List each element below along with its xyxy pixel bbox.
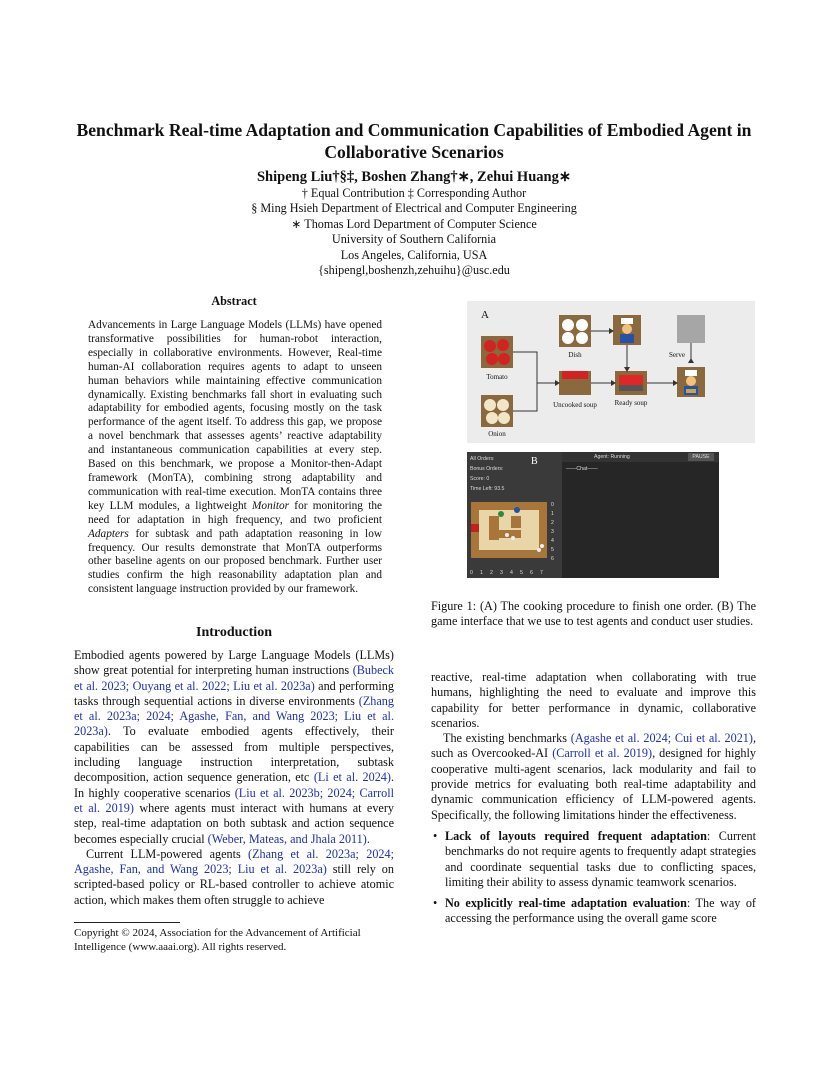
serve-label: Serve (669, 351, 685, 359)
text: where agents must interact with humans at every step, real-time adaptation on both subtask and action sequence becomes especially crucial (74, 800, 394, 846)
abstract-text: for monitoring the need for adaptation in high frequency, and two proficient (88, 499, 382, 526)
affiliation-line: Los Angeles, California, USA (340, 247, 488, 262)
text: , designed for highly cooperative multi-agent scenarios, lack modularity and fail to provide metrics for evaluating both real-time adaptability and dynamic communication efficiency of LLM-powered agents. Specifically, the following limitations hinder the effectiveness. (431, 746, 757, 822)
y-tick: 3 (551, 529, 554, 535)
citation-link[interactable]: (Zhang et al. 2023a; 2024; Agashe, Fan, and Wang 2023; Liu et al. 2023a) (74, 693, 394, 739)
panel-a-label: A (481, 309, 489, 321)
uncooked-soup-label: Uncooked soup (553, 401, 597, 409)
list-item (431, 896, 756, 927)
abstract-text: for subtask and path adaptation reasoning in low frequency. Our results demonstrate that MonTA outperforms other baseline agents on our proposed benchmark. Further user studies confirm the high reasonability adaptation plan and consistent language instruction provided by our framework. (88, 527, 382, 596)
pause-button[interactable]: PAUSE (688, 453, 714, 461)
list-item-text: : Current benchmarks do not require agents to frequently adapt strategies and coordinate sequential tasks due to conflicting spaces, limiting their ability to assess dynamic teamwork scenarios. (445, 828, 756, 889)
intro-paragraph (74, 847, 394, 908)
affiliation-line: ∗ Thomas Lord Department of Computer Science (291, 216, 537, 231)
affiliation-line: † Equal Contribution ‡ Corresponding Author (301, 186, 527, 200)
list-item-heading: No explicitly real-time adaptation evaluation (445, 896, 687, 911)
x-tick: 0 (470, 570, 473, 576)
figure-panel-b (467, 452, 719, 578)
text: and performing tasks through sequential actions in diverse environments (74, 678, 394, 708)
ready-soup-label: Ready soup (614, 399, 648, 407)
bonus-orders-label: Bonus Orders: (470, 466, 504, 472)
y-tick: 6 (551, 556, 554, 562)
kitchen-grid (467, 452, 562, 578)
y-tick: 2 (551, 520, 554, 526)
cooking-flow-diagram (467, 301, 755, 443)
serve-station (677, 315, 705, 343)
abstract-monitor-term: Monitor (252, 499, 290, 512)
chat-panel (562, 452, 719, 578)
onion-label: Onion (488, 430, 506, 438)
citation-link[interactable]: (Carroll et al. 2019) (552, 746, 653, 761)
x-tick: 4 (510, 570, 513, 576)
x-tick: 1 (480, 570, 483, 576)
figure-caption: Figure 1: (A) The cooking procedure to finish one order. (B) The game interface that we use to test agents and conduct user studies. (431, 599, 756, 629)
list-item (431, 829, 756, 890)
affiliation-line: University of Southern California (331, 232, 497, 247)
abstract-heading: Abstract (211, 294, 257, 308)
x-tick: 7 (540, 570, 543, 576)
intro-paragraph (74, 648, 394, 847)
agent-status: Agent: Running (594, 454, 630, 460)
abstract-adapters-term: Adapters (88, 527, 129, 540)
x-tick: 2 (490, 570, 493, 576)
text: still rely on scripted-based policy or RL-based controller to achieve atomic action, which makes them often struggle to achieve (74, 862, 394, 907)
limitations-list (431, 829, 756, 927)
score-readout: Score: 0 (470, 476, 490, 482)
text: . To evaluate embodied agents effectively, their capabilities can be assessed from multiple perspectives, including language instruction interpretation, subtask decomposition, action sequence generation, etc (74, 724, 394, 785)
dish-label: Dish (568, 351, 582, 359)
list-item-heading: Lack of layouts required frequent adaptation (445, 828, 707, 843)
copyright-footnote: Copyright © 2024, Association for the Advancement of Artificial Intelligence (www.aaai.org). All rights reserved. (74, 927, 361, 953)
citation-link[interactable]: (Zhang et al. 2023a; 2024; Agashe, Fan, and Wang 2023; Liu et al. 2023a) (74, 846, 395, 877)
chat-title: ——Chat—— (566, 466, 598, 472)
introduction-body (74, 648, 394, 908)
introduction-heading: Introduction (196, 625, 272, 640)
abstract-text: Advancements in Large Language Models (LLMs) have opened transformative possibilities for human-robot interaction, especially in collaborative environments. However, Real-time human-AI collaboration requires agents to adapt to unseen human behaviors while maintaining effective communication dynamically. Existing benchmarks fall short in evaluating such adaptability for embodied agents, focusing mostly on the task performance of the agent itself. To address this gap, we propose a novel benchmark that assesses agents’ reactive adaptability and instantaneous communication capabilities at every step. Based on this benchmark, we propose a Monitor-then-Adapt framework (MonTA), combining strong adaptability and communication with real-time execution. MonTA contains three key LLM modules, a lightweight (88, 319, 382, 512)
y-tick: 4 (551, 538, 554, 544)
citation-link[interactable]: (Weber, Mateas, and Jhala 2011) (207, 831, 367, 846)
text: The existing benchmarks (443, 731, 571, 746)
x-tick: 6 (530, 570, 533, 576)
y-tick: 5 (551, 547, 554, 553)
x-tick: 3 (500, 570, 503, 576)
time-left-readout: Time Left: 93.5 (470, 486, 505, 492)
list-item-text: : The way of accessing the performance using the overall game score (445, 896, 756, 926)
text: , such as Overcooked-AI (431, 731, 756, 761)
citation-link[interactable]: (Bubeck et al. 2023; Ouyang et al. 2022; Liu et al. 2023a) (74, 663, 394, 693)
affiliations (60, 186, 768, 278)
y-tick: 1 (551, 511, 554, 517)
figure-panel-a (467, 301, 755, 443)
all-orders-label: All Orders: (470, 456, 495, 462)
body-paragraph: reactive, real-time adaptation when collaborating with true humans, highlighting the need to evaluate and improve this capability for better performance in dynamic, collaborative scenarios. (431, 670, 756, 730)
affiliation-line: {shipengl,boshenzh,zehuihu}@usc.edu (318, 263, 510, 278)
author-list: Shipeng Liu†§‡, Boshen Zhang†∗, Zehui Huang∗ (256, 169, 571, 185)
text: Embodied agents powered by Large Language Models (LLMs) show great potential for interpreting human instructions (74, 648, 394, 678)
tomato-label: Tomato (486, 373, 508, 381)
text: . In highly cooperative scenarios (74, 770, 394, 800)
citation-link[interactable]: (Li et al. 2024) (313, 770, 391, 785)
citation-link[interactable]: (Liu et al. 2023b; 2024; Carroll et al. 2019) (74, 785, 394, 815)
right-column-body (431, 670, 756, 933)
abstract-body (88, 319, 382, 597)
y-tick: 0 (551, 502, 554, 508)
affiliation-line: § Ming Hsieh Department of Electrical and Computer Engineering (251, 201, 577, 216)
footnote-rule (74, 922, 180, 923)
text: Current LLM-powered agents (86, 846, 249, 861)
text: . (366, 831, 370, 846)
panel-b-label: B (531, 456, 538, 467)
body-paragraph (431, 731, 756, 823)
citation-link[interactable]: (Agashe et al. 2024; Cui et al. 2021) (570, 731, 753, 746)
paper-title: Benchmark Real-time Adaptation and Communication Capabilities of Embodied Agent in Collaborative Scenarios (76, 120, 752, 162)
x-tick: 5 (520, 570, 523, 576)
